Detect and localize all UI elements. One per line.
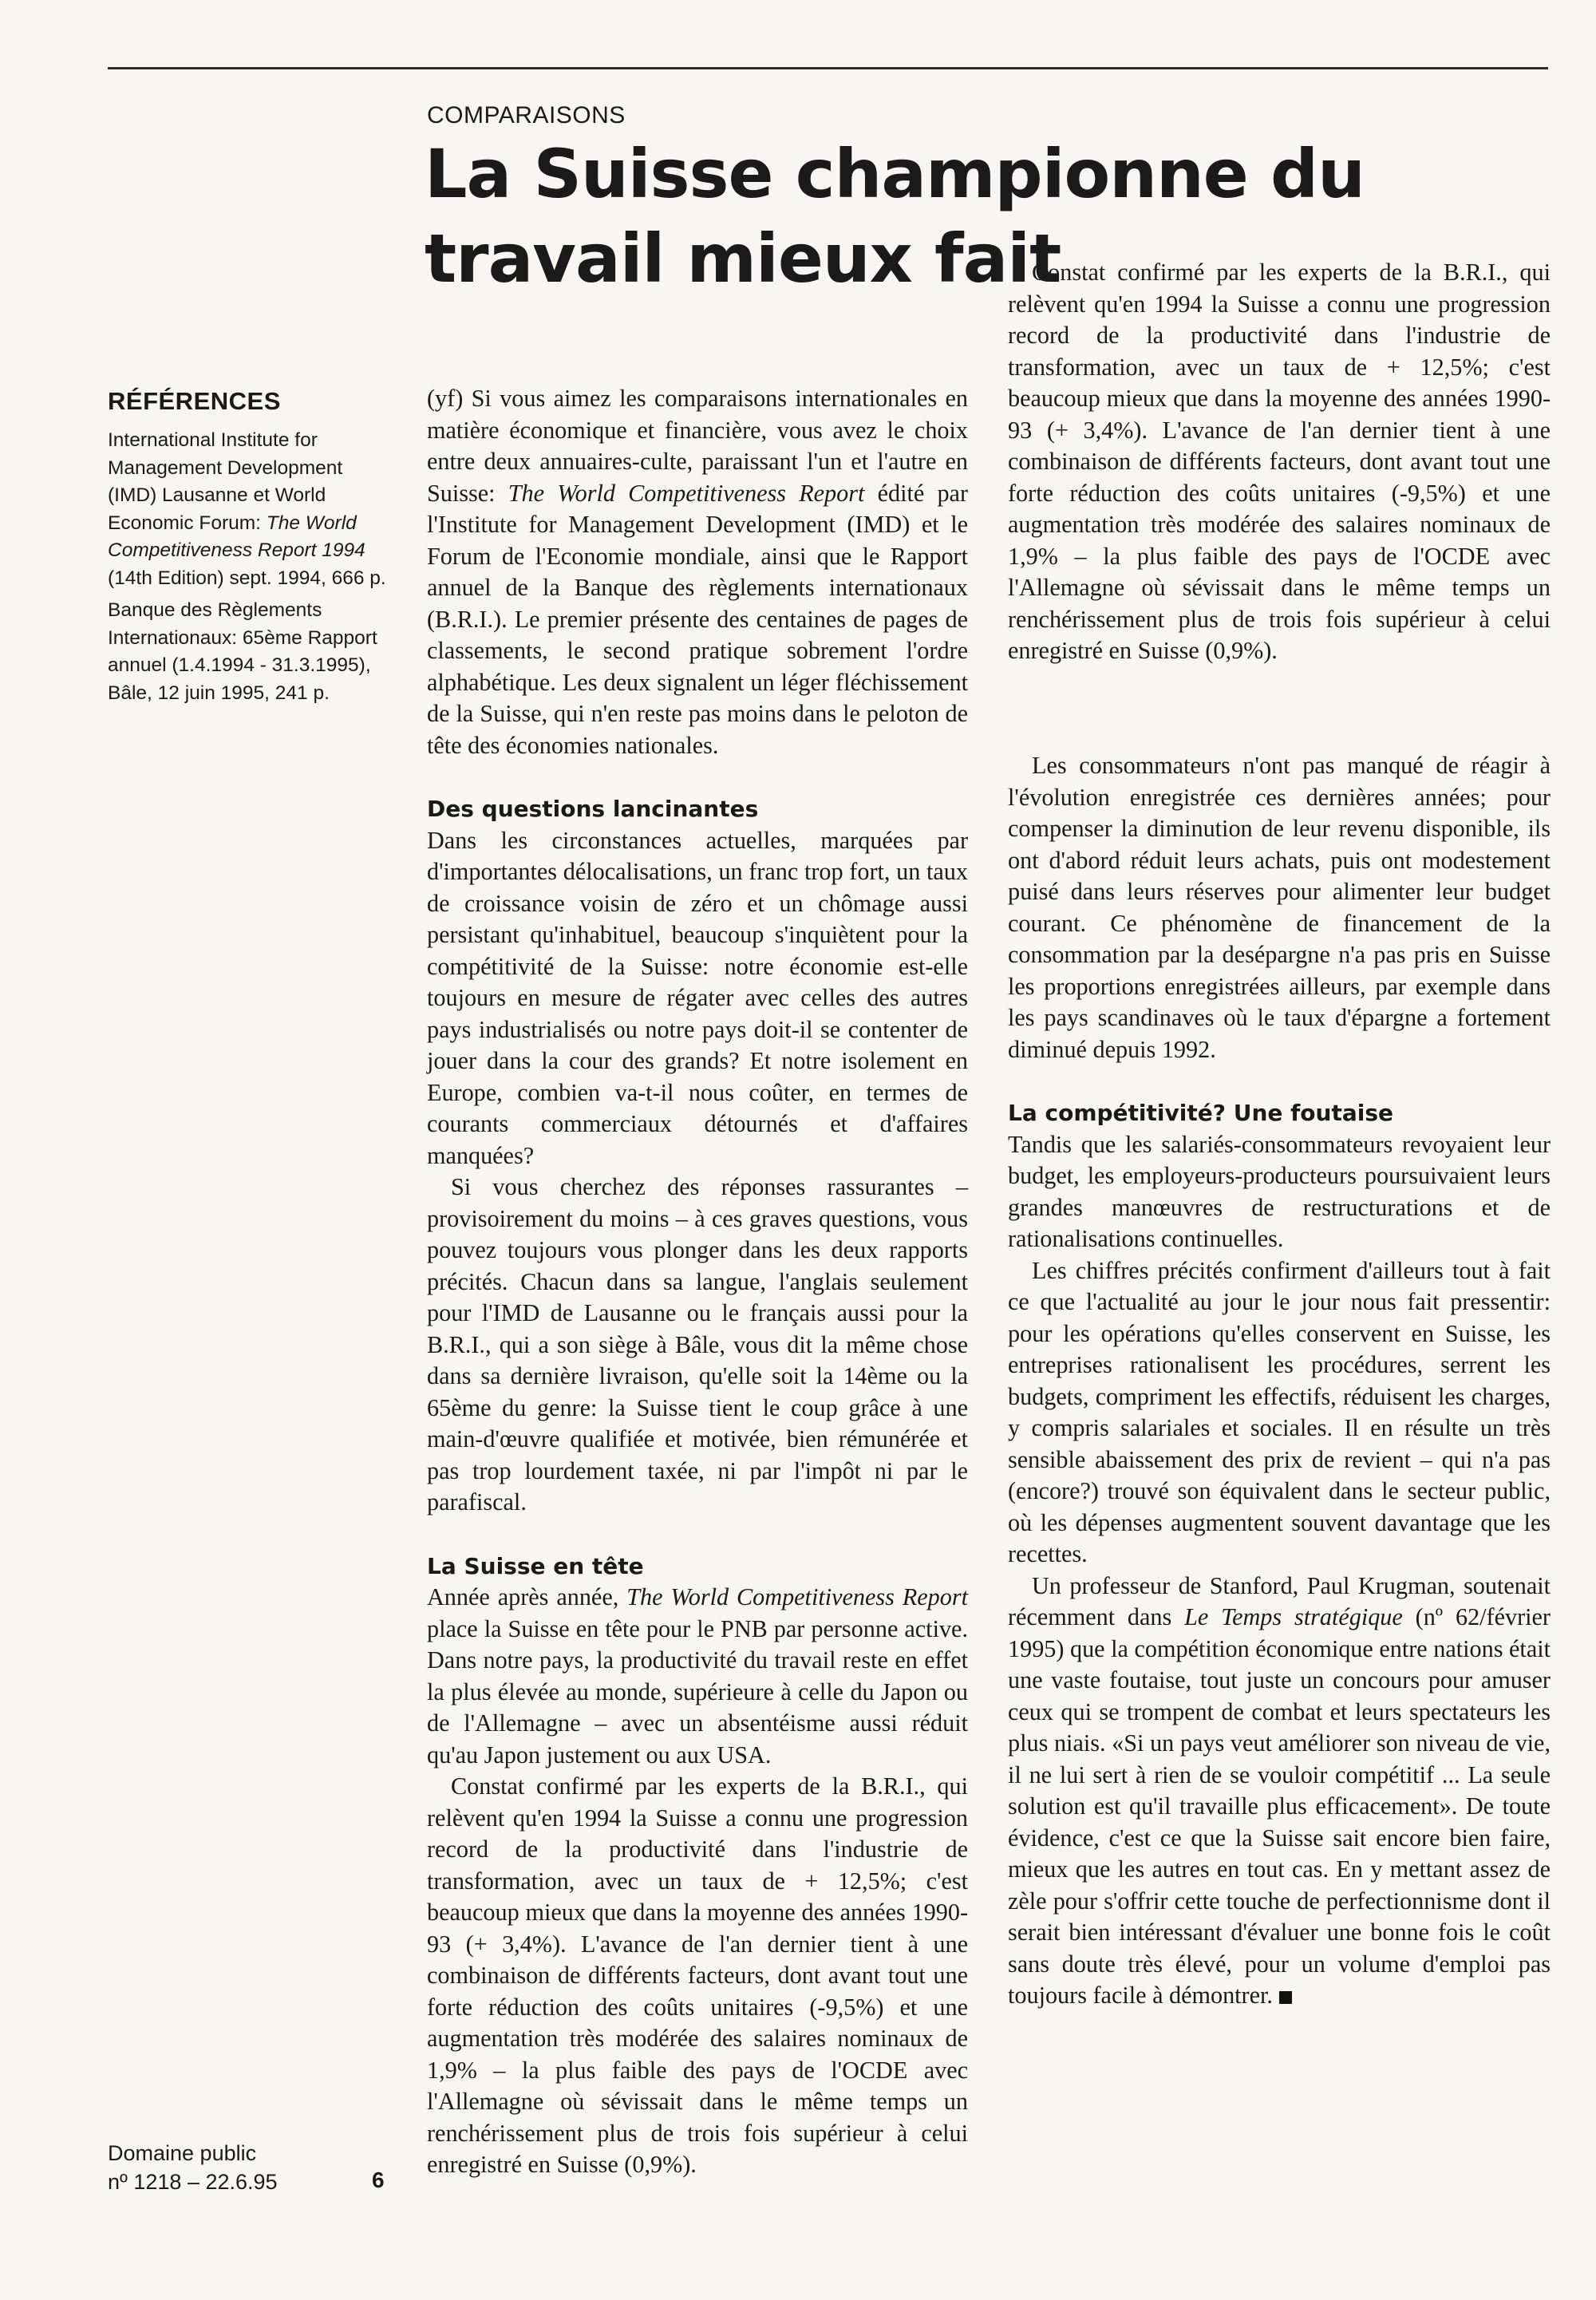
- references-sidebar: [108, 387, 395, 712]
- text-run: Constat confirmé par les experts de la B.R.I., qui relèvent qu'en 1994 la Suisse a connu une progression record de la productivité dans l'industrie de transformation, avec un taux de + 12,5%; c'est beaucoup mieux que dans la moyenne des années 1990-93 (+ 3,4%). L'avance de l'an dernier tient à une combinaison de différents facteurs, dont avant tout une forte réduction des coûts unitaires (-9,5%) et une augmentation très modérée des salaires nominaux de 1,9% – la plus faible des pays de l'OCDE avec l'Allemagne où sévissait dans le même temps un renchérissement plus de trois fois supérieur à celui enregistré en Suisse (0,9%).: [1008, 259, 1551, 664]
- text-run: édité par l'Institute for Management Development (IMD) et le Forum de l'Economie mondiale, ainsi que le Rapport annuel de la Banque des règlements internationaux (B.R.I.). Le premier présente des centaines de pages de classements, le second pratique sobrement l'ordre alphabétique. Les deux signalent un léger fléchissement de la Suisse, qui n'en reste pas moins dans le peloton de tête des économies nationales.: [427, 479, 968, 759]
- reference-imd-tail: (14th Edition) sept. 1994, 666 p.: [108, 567, 386, 589]
- publication-name: Domaine public: [108, 2141, 257, 2165]
- italic-title: The World Competitiveness Report: [508, 479, 865, 507]
- top-rule: [108, 67, 1548, 69]
- paragraph-intro: [427, 383, 968, 761]
- article-column-1: [427, 383, 968, 2178]
- article-column-2: [1008, 259, 1551, 2012]
- paragraph: Les chiffres précités confirment d'ailleurs tout à fait ce que l'actualité au jour le jour nous fait pressentir: pour les opérations qu'elles conservent en Suisse, les entreprises rationalisent les procédures, serrent les budgets, compriment les effectifs, réduisent les charges, y compris salariales et sociales. Il en résulte un très sensible abaissement des prix de revient – qui n'a pas (encore?) trouvé son équivalent dans le secteur public, où les dépenses augmentent souvent davantage que les recettes.: [1008, 1256, 1551, 1567]
- publication-footer: [108, 2139, 395, 2196]
- paragraph: Les consommateurs n'ont pas manqué de réagir à l'évolution enregistrée ces dernières années; pour compenser la diminution de leur revenu disponible, ils ont d'abord réduit leurs achats, puis ont modestement puisé dans leurs réserves pour alimenter leur budget courant. Ce phénomène de financement de la consommation par la desépargne n'a pas pris en Suisse les proportions enregistrées ailleurs, par exemple dans les pays scandinaves où le taux d'épargne a fortement diminué depuis 1992.: [1008, 752, 1551, 1063]
- text-run: (nº 62/février 1995) que la compétition économique entre nations était une vaste foutaise, tout juste un concours pour amuser ceux qui se trompent de combat et leurs spectateurs les plus niais. «Si un pays veut améliorer son niveau de vie, il ne lui sert à rien de se vouloir compétitif ... La seule solution est qu'il travaille plus efficacement». De toute évidence, c'est ce que la Suisse sait encore bien faire, mieux que les autres en tout cas. En y mettant assez de zèle pour s'offrir cette touche de perfectionnisme dont il serait bien intéressant d'évaluer une bonne fois le coût sans doute très élevé, pour un volume d'emploi pas toujours facile à démontrer.: [1008, 1603, 1551, 2009]
- page-number: 6: [372, 2168, 385, 2192]
- subheading-questions: Des questions lancinantes: [427, 796, 759, 822]
- paragraph-final: [1008, 1571, 1551, 2012]
- paragraph: Tandis que les salariés-consommateurs revoyaient leur budget, les employeurs-producteurs poursuivaient leurs grandes manœuvres de restructurations et de rationalisations continuelles.: [1008, 1130, 1551, 1252]
- reference-imd-title: The World Competitiveness Report 1994: [108, 512, 365, 561]
- text-run: place la Suisse en tête pour le PNB par personne active. Dans notre pays, la productivité du travail reste en effet la plus élevée au monde, supérieure à celle du Japon ou de l'Allemagne – avec un absentéisme aussi réduit qu'au Japon justement ou aux USA.: [427, 1614, 968, 1768]
- subheading-suisse-en-tete: La Suisse en tête: [427, 1552, 644, 1579]
- text-run: (yf) Si vous aimez les comparaisons internationales en matière économique et financière, vous avez le choix entre deux annuaires-culte, paraissant l'un et l'autre en Suisse:: [427, 385, 968, 507]
- reference-bri: Banque des Règlements Internationaux: 65ème Rapport annuel (1.4.1994 - 31.3.1995), Bâle, 12 juin 1995, 241 p.: [108, 599, 377, 704]
- subheading-competitivite: La compétitivité? Une foutaise: [1008, 1100, 1393, 1126]
- paragraph-continued: Constat confirmé par les experts de la B.R.I., qui relèvent qu'en 1994 la Suisse a connu une progression record de la productivité dans l'industrie de transformation, avec un taux de + 12,5%; c'est beaucoup mieux que dans la moyenne des années 1990-93 (+ 3,4%). L'avance de l'an dernier tient à une combinaison de différents facteurs, dont avant tout une forte réduction des coûts unitaires (-9,5%) et une augmentation très modérée des salaires nominaux de 1,9% – la plus faible des pays de l'OCDE avec l'Allemagne où sévissait dans le même temps un renchérissement plus de trois fois supérieur à celui enregistré en Suisse (0,9%).: [427, 1772, 968, 2178]
- paragraph: Si vous cherchez des réponses rassurantes – provisoirement du moins – à ces graves questions, vous pouvez toujours vous plonger dans les deux rapports précités. Chacun dans sa langue, l'anglais seulement pour l'IMD de Lausanne ou le français aussi pour la B.R.I., qui a son siège à Bâle, vous dit la même chose dans sa dernière livraison, qu'elle soit la 14ème ou la 65ème du genre: la Suisse tient le coup grâce à une main-d'œuvre qualifiée et motivée, bien rémunérée et pas trop lourdement taxée, ni par l'impôt ni par le parafiscal.: [427, 1173, 968, 1516]
- section-kicker: COMPARAISONS: [427, 102, 626, 128]
- text-run: Un professeur de Stanford, Paul Krugman, soutenait récemment dans: [1008, 1571, 1551, 1630]
- references-heading: RÉFÉRENCES: [108, 387, 281, 415]
- reference-imd: [108, 427, 395, 592]
- paragraph: Dans les circonstances actuelles, marquées par d'importantes délocalisations, un franc trop fort, un taux de croissance voisin de zéro et un chômage aussi persistant qu'inhabituel, beaucoup s'inquiètent pour la compétitivité de la Suisse: notre économie est-elle toujours en mesure de régater avec celles des autres pays industrialisés ou notre pays doit-il se contenter de jouer dans la cour des grands? Et notre isolement en Europe, combien va-t-il nous coûter, en termes de courants commerciaux détournés et d'affaires manquées?: [427, 826, 968, 1169]
- paragraph: [427, 1582, 968, 1771]
- text-run: Année après année,: [427, 1583, 627, 1610]
- article-title: La Suisse championne du travail mieux fait: [425, 135, 1365, 298]
- reference-imd-text: International Institute for Management Development (IMD) Lausanne et World Economic Forum:: [108, 429, 343, 534]
- italic-title: Le Temps stratégique: [1184, 1603, 1403, 1630]
- italic-title: The World Competitiveness Report: [626, 1583, 968, 1610]
- issue-info: nº 1218 – 22.6.95: [108, 2170, 278, 2194]
- end-of-article-mark: [1279, 1991, 1292, 2004]
